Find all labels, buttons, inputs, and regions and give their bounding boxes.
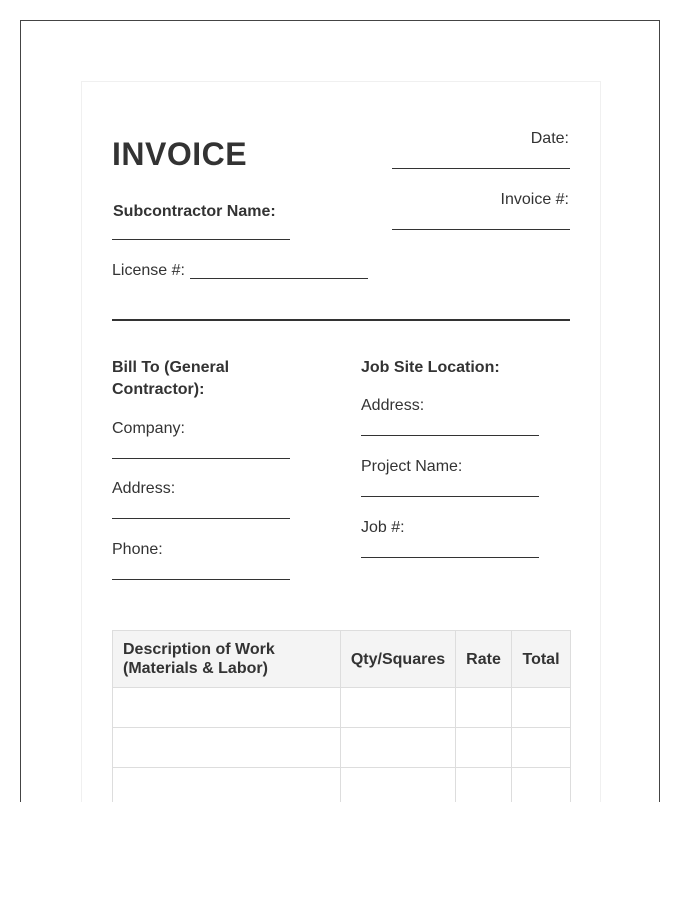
table-row — [113, 728, 571, 768]
invoice-title: INVOICE — [112, 136, 248, 172]
line-items-table — [112, 630, 571, 808]
total-cell[interactable] — [512, 688, 571, 728]
qty-cell[interactable] — [341, 728, 456, 768]
invoice-number-field-line[interactable] — [392, 229, 570, 230]
subcontractor-name-label: Subcontractor Name: — [113, 203, 276, 220]
bill-to-address-field-line[interactable] — [112, 518, 290, 519]
qty-cell[interactable] — [341, 688, 456, 728]
company-field-line[interactable] — [112, 458, 290, 459]
total-cell[interactable] — [512, 728, 571, 768]
bill-to-heading: Bill To (General Contractor): — [112, 359, 230, 398]
table-header-row — [113, 631, 571, 688]
rate-cell[interactable] — [456, 688, 512, 728]
description-cell[interactable] — [113, 728, 341, 768]
bottom-crop-area — [0, 802, 700, 900]
column-header-total: Total — [512, 631, 571, 688]
rate-cell[interactable] — [456, 728, 512, 768]
job-site-address-field-line[interactable] — [361, 435, 539, 436]
license-field-line[interactable] — [190, 278, 368, 279]
date-label: Date: — [530, 130, 569, 147]
column-header-qty: Qty/Squares — [341, 631, 456, 688]
project-name-field-line[interactable] — [361, 496, 539, 497]
section-divider — [112, 319, 570, 321]
subcontractor-name-field-line[interactable] — [112, 239, 290, 240]
job-number-field-line[interactable] — [361, 557, 539, 558]
job-site-heading: Job Site Location: — [361, 359, 500, 376]
phone-label: Phone: — [112, 541, 163, 558]
invoice-number-label: Invoice #: — [500, 191, 569, 208]
date-field-line[interactable] — [392, 168, 570, 169]
job-number-label: Job #: — [361, 519, 405, 536]
description-cell[interactable] — [113, 688, 341, 728]
column-header-description: Description of Work (Materials & Labor) — [113, 631, 341, 688]
job-site-address-label: Address: — [361, 397, 425, 414]
company-label: Company: — [112, 420, 185, 437]
project-name-label: Project Name: — [361, 458, 463, 475]
bill-to-address-label: Address: — [112, 480, 176, 497]
license-label: License #: — [112, 262, 185, 279]
table-row — [113, 688, 571, 728]
column-header-rate: Rate — [456, 631, 512, 688]
phone-field-line[interactable] — [112, 579, 290, 580]
